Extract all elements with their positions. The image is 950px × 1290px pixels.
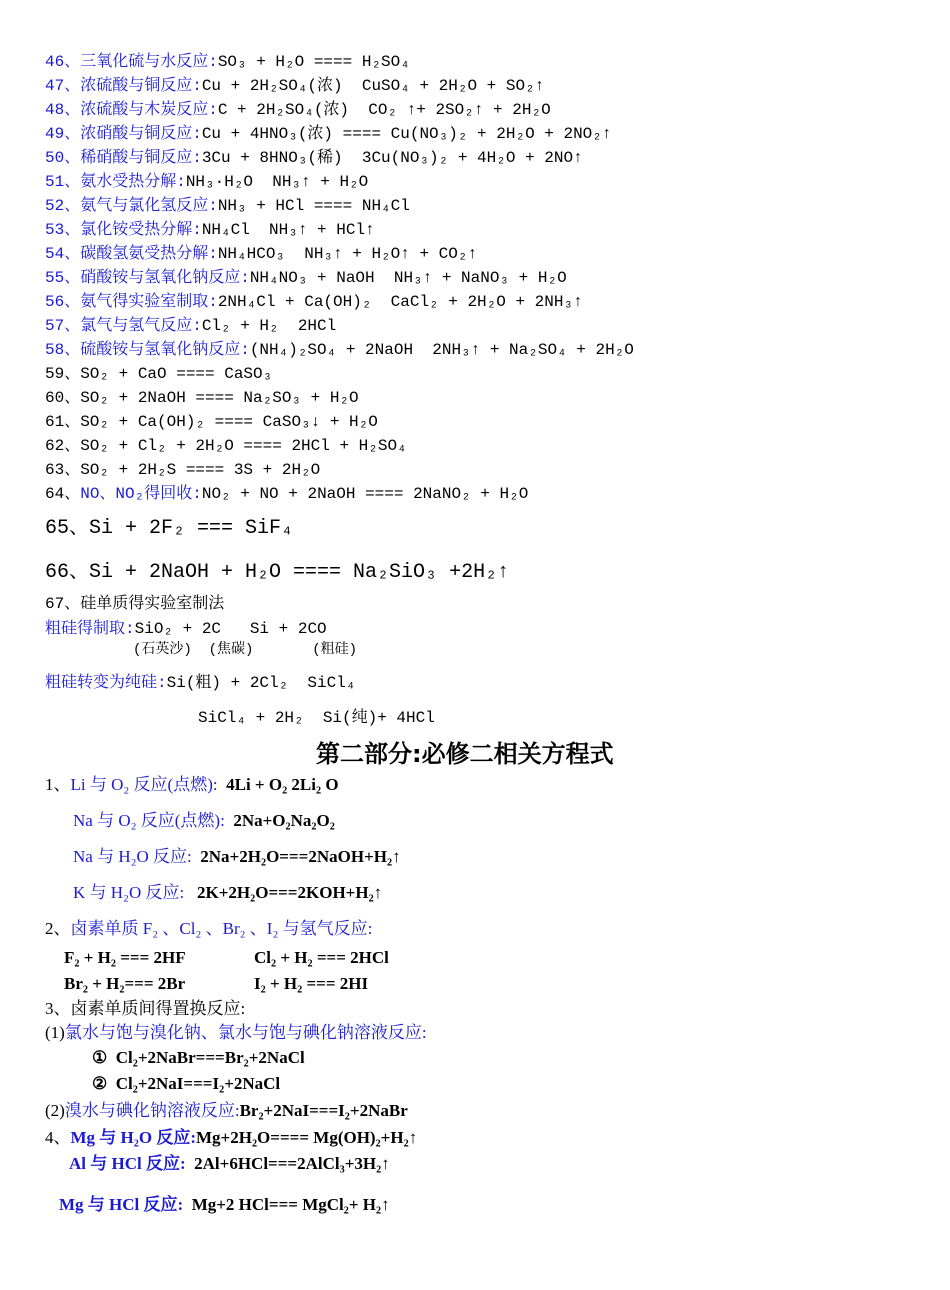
equation-label: 51、氨水受热分解:: [45, 173, 186, 191]
equation: Br₂+2NaI===I₂+2NaBr: [239, 1101, 408, 1120]
equation: (NH₄)₂SO₄ + 2NaOH 2NH₃↑ + Na₂SO₄ + 2H₂O: [249, 341, 634, 359]
equation-label: 氯水与饱与溴化钠、氯水与饱与碘化钠溶液反应:: [64, 1023, 427, 1042]
equation-line: 62、SO₂ + Cl₂ + 2H₂O ==== 2HCl + H₂SO₄: [45, 437, 407, 455]
equation-label: 55、硝酸铵与氢氧化钠反应:: [45, 269, 250, 287]
equation: C + 2H₂SO₄(浓) CO₂ ↑+ 2SO₂↑ + 2H₂O: [217, 101, 551, 119]
equation-label: 卤素单质 F₂ 、Cl₂ 、Br₂ 、I₂ 与氢气反应:: [70, 919, 373, 938]
equation-label: Na 与 O₂ 反应(点燃):: [73, 811, 225, 830]
equation: 2K+2H₂O===2KOH+H₂↑: [196, 883, 383, 902]
equation-line: [45, 52, 410, 72]
equation: Cu + 4HNO₃(浓) ==== Cu(NO₃)₂ + 2H₂O + 2NO₂↑: [201, 125, 612, 143]
equation-label: 54、碳酸氢氨受热分解:: [45, 245, 218, 263]
equation: 2Na+O₂Na₂O₂: [233, 811, 335, 830]
equation-line: [45, 775, 339, 795]
equation-line: [45, 244, 477, 264]
section-line: 3、卤素单质间得置换反应:: [45, 999, 246, 1018]
equation-line: 59、SO₂ + CaO ==== CaSO₃: [45, 365, 273, 383]
equation: ① Cl₂+2NaBr===Br₂+2NaCl: [92, 1048, 305, 1067]
equation: Cu + 2H₂SO₄(浓) CuSO₄ + 2H₂O + SO₂↑: [201, 77, 545, 95]
equation: NH₃·H₂O NH₃↑ + H₂O: [185, 173, 369, 191]
equation-label: 49、浓硝酸与铜反应:: [45, 125, 202, 143]
equation: F₂ + H₂ === 2HF: [64, 948, 186, 967]
equation-number: (1): [45, 1023, 65, 1042]
equation-notes: (石英沙) (焦碳) (粗硅): [133, 642, 358, 658]
equation: I₂ + H₂ === 2HI: [254, 974, 369, 993]
equation: SiO₂ + 2C Si + 2CO: [134, 620, 327, 638]
equation: 2Al+6HCl===2AlCl₃+3H₂↑: [194, 1154, 390, 1173]
equation-label: 58、硫酸铵与氢氧化钠反应:: [45, 341, 250, 359]
equation: NH₃ + HCl ==== NH₄Cl: [217, 197, 410, 215]
equation: Si(粗) + 2Cl₂ SiCl₄: [166, 674, 356, 692]
equation: NH₄Cl NH₃↑ + HCl↑: [201, 221, 375, 239]
equation-line: [59, 1195, 390, 1215]
equation-line: [45, 673, 355, 693]
equation-number: 2、: [45, 919, 71, 938]
equation-label: 粗硅转变为纯硅:: [45, 674, 167, 692]
equation: 3Cu + 8HNO₃(稀) 3Cu(NO₃)₂ + 4H₂O + 2NO↑: [201, 149, 583, 167]
equation-label: 48、浓硫酸与木炭反应:: [45, 101, 218, 119]
equation-line: [45, 619, 327, 639]
equation-number: 4、: [45, 1128, 71, 1147]
equation-line: 63、SO₂ + 2H₂S ==== 3S + 2H₂O: [45, 461, 321, 479]
equation-label: 粗硅得制取:: [45, 620, 135, 638]
equation-line: [45, 1023, 427, 1043]
equation: Br₂ + H₂=== 2Br: [64, 974, 186, 993]
equation-label: 46、三氧化硫与水反应:: [45, 53, 218, 71]
equation: Cl₂ + H₂ 2HCl: [201, 317, 337, 335]
equation-line: [73, 811, 335, 831]
equation-label: 溴水与碘化钠溶液反应:: [64, 1101, 240, 1120]
equation-line: 61、SO₂ + Ca(OH)₂ ==== CaSO₃↓ + H₂O: [45, 413, 378, 431]
equation-line: [45, 1128, 417, 1148]
equation-line: [73, 883, 382, 903]
equation-line: [45, 292, 583, 312]
equation-line: [45, 1101, 408, 1121]
equation-line: 60、SO₂ + 2NaOH ==== Na₂SO₃ + H₂O: [45, 389, 359, 407]
section-heading: 第二部分:必修二相关方程式: [316, 740, 614, 768]
equation: 2Na+2H₂O===2NaOH+H₂↑: [200, 847, 401, 866]
equation-label: Al 与 HCl 反应:: [69, 1154, 186, 1173]
equation-label: Mg 与 HCl 反应:: [59, 1195, 184, 1214]
equation-label: 47、浓硫酸与铜反应:: [45, 77, 202, 95]
equation: NH₄HCO₃ NH₃↑ + H₂O↑ + CO₂↑: [217, 245, 478, 263]
equation-label: 56、氨气得实验室制取:: [45, 293, 218, 311]
equation: Mg+2 HCl=== MgCl₂+ H₂↑: [191, 1195, 390, 1214]
equation-line: 65、Si + 2F₂ === SiF₄: [45, 517, 294, 540]
equation-line: [45, 340, 634, 360]
equation-line: [45, 316, 336, 336]
equation-line: [69, 1154, 390, 1174]
equation-line: [45, 220, 375, 240]
equation-line: [45, 268, 567, 288]
equation-label: NO、NO₂得回收:: [80, 485, 202, 503]
equation: NH₄NO₃ + NaOH NH₃↑ + NaNO₃ + H₂O: [249, 269, 567, 287]
equation: 4Li + O₂ 2Li₂ O: [226, 775, 339, 794]
equation-line: [45, 124, 611, 144]
equation-label: Na 与 H₂O 反应:: [73, 847, 192, 866]
equation-line: [45, 484, 528, 504]
equation-number: (2): [45, 1101, 65, 1120]
equation-line: [45, 919, 372, 939]
equation-line: [45, 76, 544, 96]
equation-line: [45, 148, 583, 168]
section-line: 67、硅单质得实验室制法: [45, 595, 225, 613]
equation-line: [45, 196, 410, 216]
equation-label: 52、氨气与氯化氢反应:: [45, 197, 218, 215]
equation: Cl₂ + H₂ === 2HCl: [254, 948, 389, 967]
equation: 2NH₄Cl + Ca(OH)₂ CaCl₂ + 2H₂O + 2NH₃↑: [217, 293, 583, 311]
equation: ② Cl₂+2NaI===I₂+2NaCl: [92, 1074, 281, 1093]
equation-number: 64、: [45, 485, 81, 503]
equation-line: 66、Si + 2NaOH + H₂O ==== Na₂SiO₃ +2H₂↑: [45, 561, 510, 584]
equation-label: Mg 与 H₂O 反应:: [70, 1128, 196, 1147]
equation: SO₃ + H₂O ==== H₂SO₄: [217, 53, 410, 71]
equation-line: [73, 847, 401, 867]
equation-line: [45, 172, 368, 192]
equation: Mg+2H₂O==== Mg(OH)₂+H₂↑: [196, 1128, 418, 1147]
equation-label: K 与 H₂O 反应:: [73, 883, 185, 902]
equation-line: SiCl₄ + 2H₂ Si(纯)+ 4HCl: [198, 709, 435, 727]
equation-label: 50、稀硝酸与铜反应:: [45, 149, 202, 167]
equation-line: [45, 100, 551, 120]
equation: NO₂ + NO + 2NaOH ==== 2NaNO₂ + H₂O: [201, 485, 529, 503]
equation-label: Li 与 O₂ 反应(点燃):: [70, 775, 218, 794]
equation-label: 57、氯气与氢气反应:: [45, 317, 202, 335]
equation-number: 1、: [45, 775, 71, 794]
equation-label: 53、氯化铵受热分解:: [45, 221, 202, 239]
